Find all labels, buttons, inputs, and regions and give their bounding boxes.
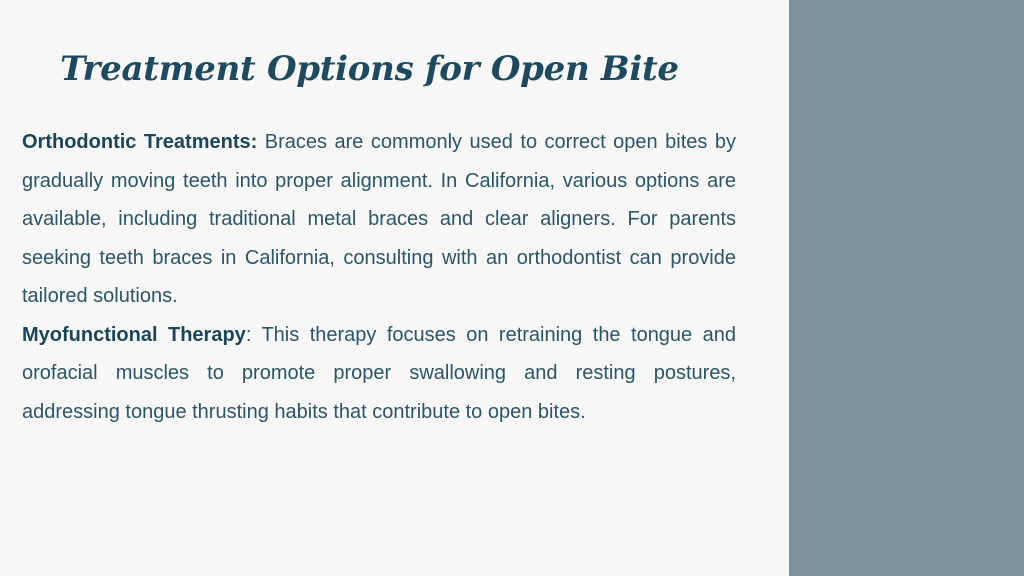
paragraph-myofunctional-therapy (22, 316, 736, 432)
paragraph-orthodontic-treatments (22, 123, 736, 316)
myofunctional-therapy-separator: : (245, 323, 262, 346)
slide-title: Treatment Options for Open Bite (60, 49, 679, 89)
myofunctional-therapy-text: This therapy focuses on retraining the tongue and orofacial muscles to promote proper swallowing and resting postures, addressing tongue thrusting habits that contribute to open bites. (22, 323, 736, 423)
orthodontic-treatments-text: Braces are commonly used to correct open bites by gradually moving teeth into proper alignment. In California, various options are available, including traditional metal braces and clear aligners. For parents seeking teeth braces in California, consulting with an orthodontist can provide tailored solutions. (22, 131, 736, 307)
decorative-side-panel (789, 0, 1024, 576)
slide-body (22, 123, 736, 431)
orthodontic-treatments-separator (257, 131, 265, 153)
orthodontic-treatments-label: Orthodontic Treatments: (22, 131, 258, 153)
myofunctional-therapy-label: Myofunctional Therapy (22, 323, 246, 346)
